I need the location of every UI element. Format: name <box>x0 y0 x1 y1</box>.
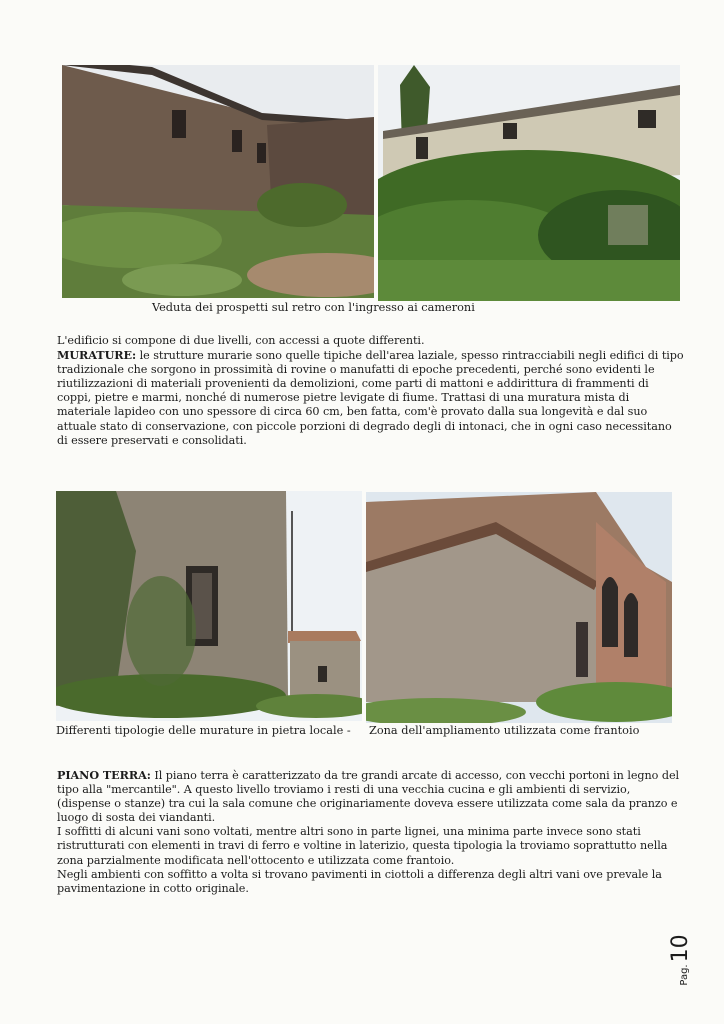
paragraph-line: Il piano terra è caratterizzato da tre grandi arcate di accesso, con vecchi portoni in legno del <box>150 769 680 782</box>
paragraph-line: ristrutturati con elementi in travi di ferro e voltine in laterizio, questa tipologia la troviamo soprattutto nella <box>57 839 668 853</box>
photo-oil-mill <box>366 492 672 723</box>
section-label-piano-terra: PIANO TERRA: <box>57 768 151 782</box>
caption-oil-mill: Zona dell'ampliamento utilizzata come frantoio <box>369 724 640 737</box>
stone-wall-photo <box>56 491 362 721</box>
paragraph-line: le strutture murarie sono quelle tipiche dell'area laziale, spesso rintracciabili negli edifici di tipo <box>136 349 684 363</box>
paragraph-line: pavimentazione in cotto originale. <box>57 881 249 895</box>
intro-sentence: L'edificio si compone di due livelli, con accessi a quote differenti. <box>57 334 425 347</box>
paragraph-line: luogo di sosta dei viandanti. <box>57 811 216 825</box>
paragraph-line: Negli ambienti con soffitto a volta si trovano pavimenti in ciottoli a differenza degli altri vani ove prevale la <box>57 867 662 881</box>
page-number <box>668 934 724 986</box>
paragraph-line: di essere preservati e consolidati. <box>57 433 247 447</box>
photo-ivy-building <box>378 65 680 301</box>
paragraph-line: tradizionale che sorgono in prossimità di rovine o manufatti di epoche precedenti, perché sono evidenti le <box>57 363 655 377</box>
text-block-piano-terra <box>57 768 680 896</box>
paragraph-line: I soffitti di alcuni vani sono voltati, mentre altri sono in parte lignei, una minima parte invece sono stati <box>57 825 641 839</box>
section-label-murature: MURATURE: <box>57 348 137 363</box>
caption-stone-walls: Differenti tipologie delle murature in pietra locale - <box>56 724 351 737</box>
paragraph-line: coppi, pietre e marmi, nonché di numerose pietre levigate di fiume. Trattasi di una muratura mista di <box>57 391 630 405</box>
paragraph-line: attuale stato di conservazione, con piccole porzioni di degrado degli di intonaci, che in ogni caso necessitano <box>57 419 672 433</box>
paragraph-line: materiale lapideo con uno spessore di circa 60 cm, ben fatta, com'è provato dalla sua longevità e dal suo <box>57 405 648 419</box>
caption-rear-facade: Veduta dei prospetti sul retro con l'ingresso ai cameroni <box>152 301 475 314</box>
ivy-covered-building-photo <box>378 65 680 301</box>
paragraph-line: (dispense o stanze) tra cui la sala comune che originariamente doveva essere utilizzata come sala da pranzo e <box>57 797 678 811</box>
paragraph-line: zona parzialmente modificata nell'ottocento e utilizzata come frantoio. <box>57 853 455 867</box>
page-number-value: 10 <box>668 934 693 963</box>
page-number-prefix: Pag. <box>679 964 690 986</box>
old-stone-building-photo <box>62 65 374 298</box>
photo-rear-facade <box>62 65 374 298</box>
paragraph-line: tipo alla "mercantile". A questo livello troviamo i resti di una vecchia cucina e gli ambienti di servizio, <box>57 783 631 797</box>
text-block-murature <box>57 334 684 448</box>
photo-stone-walls <box>56 491 362 721</box>
paragraph-line: riutilizzazioni di materiali provenienti da demolizioni, come parti di mattoni e addirittura di frammenti di <box>57 377 649 391</box>
brick-extension-photo <box>366 492 672 723</box>
